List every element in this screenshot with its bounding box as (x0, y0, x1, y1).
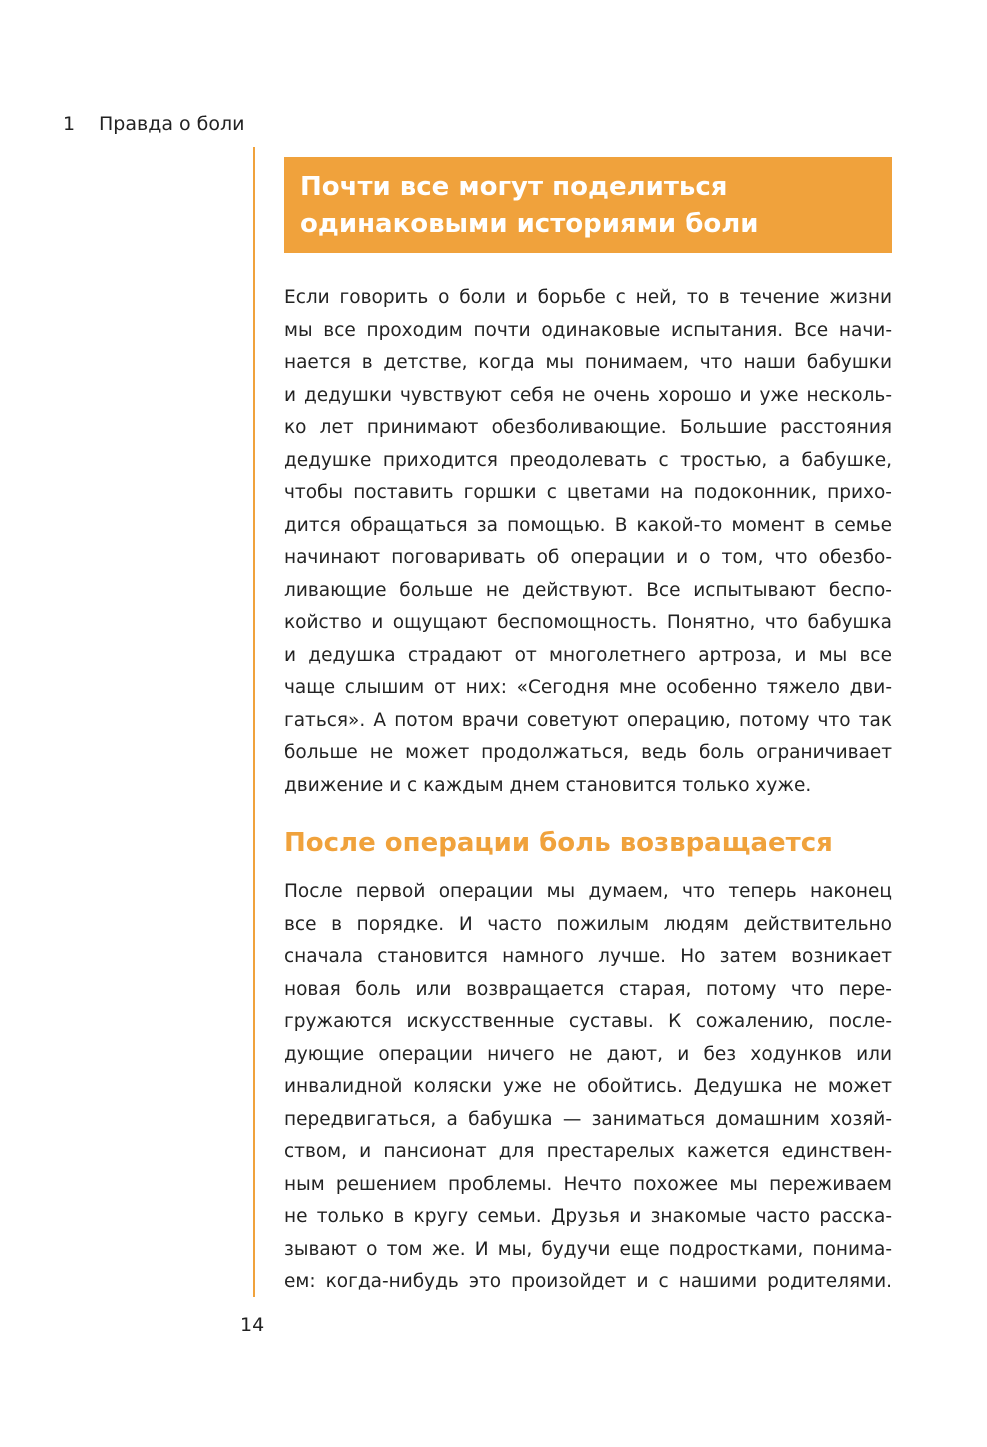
text-line: все в порядке. И часто пожилым людям действительно (284, 913, 892, 935)
text-line: новая боль или возвращается старая, потому что пере- (284, 978, 892, 1000)
text-line: гружаются искусственные суставы. К сожалению, после- (284, 1011, 892, 1032)
text-line: ным решением проблемы. Нечто похожее мы переживаем (284, 1173, 892, 1195)
text-line: и дедушка страдают от многолетнего артроза, и мы все (284, 644, 892, 666)
text-line: не только в кругу семьи. Друзья и знакомые часто расска- (284, 1206, 892, 1227)
text-line: дующие операции ничего не дают, и без ходунков или (284, 1043, 892, 1065)
text-line: ливающие больше не действуют. Все испытывают беспо- (284, 579, 892, 601)
chapter-number: 1 (63, 113, 76, 135)
chapter-title: Правда о боли (99, 113, 245, 135)
text-line: движение и с каждым днем становится только хуже. (284, 774, 812, 796)
text-line: дедушке приходится преодолевать с тростью, а бабушке, (284, 449, 892, 471)
text-line: ем: когда-нибудь это произойдет и с нашими родителями. (284, 1271, 892, 1292)
section-title-line: одинаковыми историями боли (300, 209, 759, 239)
text-line: мы все проходим почти одинаковые испытания. Все начи- (284, 319, 892, 341)
text-line: передвигаться, а бабушка — заниматься домашним хозяй- (284, 1108, 892, 1130)
vertical-accent-rule (253, 147, 255, 1297)
running-header (63, 112, 245, 136)
text-line: сначала становится намного лучше. Но затем возникает (284, 946, 892, 967)
text-line: начинают поговаривать об операции и о том, что обезбо- (284, 547, 892, 568)
text-line: гаться». А потом врачи советуют операцию, потому что так (284, 709, 892, 731)
text-line: чаще слышим от них: «Сегодня мне особенно тяжело дви- (284, 677, 892, 698)
page-number: 14 (240, 1314, 265, 1336)
text-line: койство и ощущают беспомощность. Понятно, что бабушка (284, 612, 892, 633)
text-line: ством, и пансионат для престарелых кажется единствен- (284, 1141, 892, 1162)
text-line: После первой операции мы думаем, что теперь наконец (284, 881, 892, 902)
body-paragraph-2 (284, 876, 892, 1299)
body-paragraph-1 (284, 282, 892, 802)
text-line: дится обращаться за помощью. В какой-то момент в семье (284, 514, 892, 536)
text-line: и дедушки чувствуют себя не очень хорошо и уже несколь- (284, 384, 892, 406)
text-line: нается в детстве, когда мы понимаем, что наши бабушки (284, 352, 892, 373)
text-line: Если говорить о боли и борьбе с ней, то в течение жизни (284, 287, 892, 308)
text-line: ко лет принимают обезболивающие. Большие расстояния (284, 417, 892, 438)
section-title-box (284, 157, 892, 253)
text-line: чтобы поставить горшки с цветами на подоконник, прихо- (284, 482, 892, 503)
text-line: зывают о том же. И мы, будучи еще подростками, понима- (284, 1238, 892, 1260)
section-title-line: Почти все могут поделиться (300, 172, 728, 202)
text-line: инвалидной коляски уже не обойтись. Дедушка не может (284, 1076, 892, 1097)
text-line: больше не может продолжаться, ведь боль ограничивает (284, 742, 892, 763)
subheading: После операции боль возвращается (284, 828, 833, 858)
